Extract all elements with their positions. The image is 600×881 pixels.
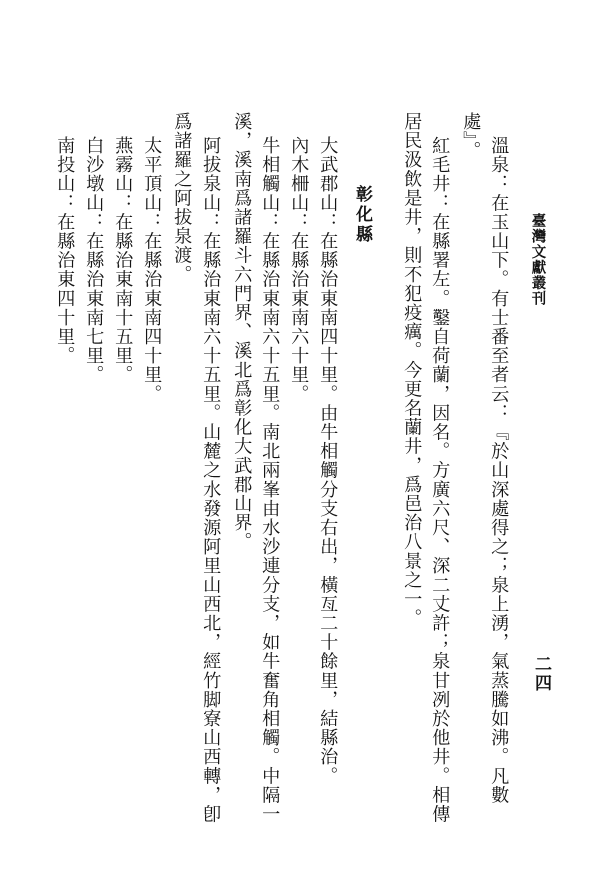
text-line: 阿拔泉山：在縣治東南六十五里。山麓之水發源阿里山西北，經竹脚寮山西轉，卽: [200, 136, 222, 824]
text-line: 溫泉：在玉山下。有士番至者云：『於山深處得之；泉上湧，氣蒸騰如沸。凡數: [488, 136, 510, 805]
text-line: 大武郡山：在縣治東南四十里。由牛相觸分支右出，橫亙二十餘里，結縣治。: [317, 136, 339, 786]
page-number: 二四: [531, 655, 551, 693]
text-line: 太平頂山：在縣治東南四十里。: [141, 136, 163, 404]
text-line: 內木柵山：在縣治東南六十里。: [288, 136, 310, 404]
text-line: 燕霧山：在縣治東南十五里。: [112, 136, 134, 385]
journal-title: 臺灣文獻叢刊: [529, 213, 547, 306]
text-line: 居民汲飲是井，則不犯疫癘。今更名蘭井，爲邑治八景之一。: [401, 112, 423, 628]
text-line: 溪，溪南爲諸羅斗六門界、溪北爲彰化大武郡山界。: [231, 112, 253, 552]
text-line: 白沙墩山：在縣治東南七里。: [83, 136, 105, 385]
text-line: 爲諸羅之阿拔泉渡。: [171, 112, 193, 284]
text-line: 處』。: [460, 112, 482, 161]
text-line: 紅毛井：在縣署左。鑿自荷蘭，因名。方廣六尺、深二丈許；泉甘冽於他井。相傳: [429, 136, 451, 824]
text-line: 牛相觸山：在縣治東南六十五里。南北兩峯由水沙連分支，如牛奮角相觸。中隔一: [259, 136, 281, 824]
text-line: 南投山：在縣治東四十里。: [54, 136, 76, 366]
section-title: 彰化縣: [352, 185, 372, 245]
